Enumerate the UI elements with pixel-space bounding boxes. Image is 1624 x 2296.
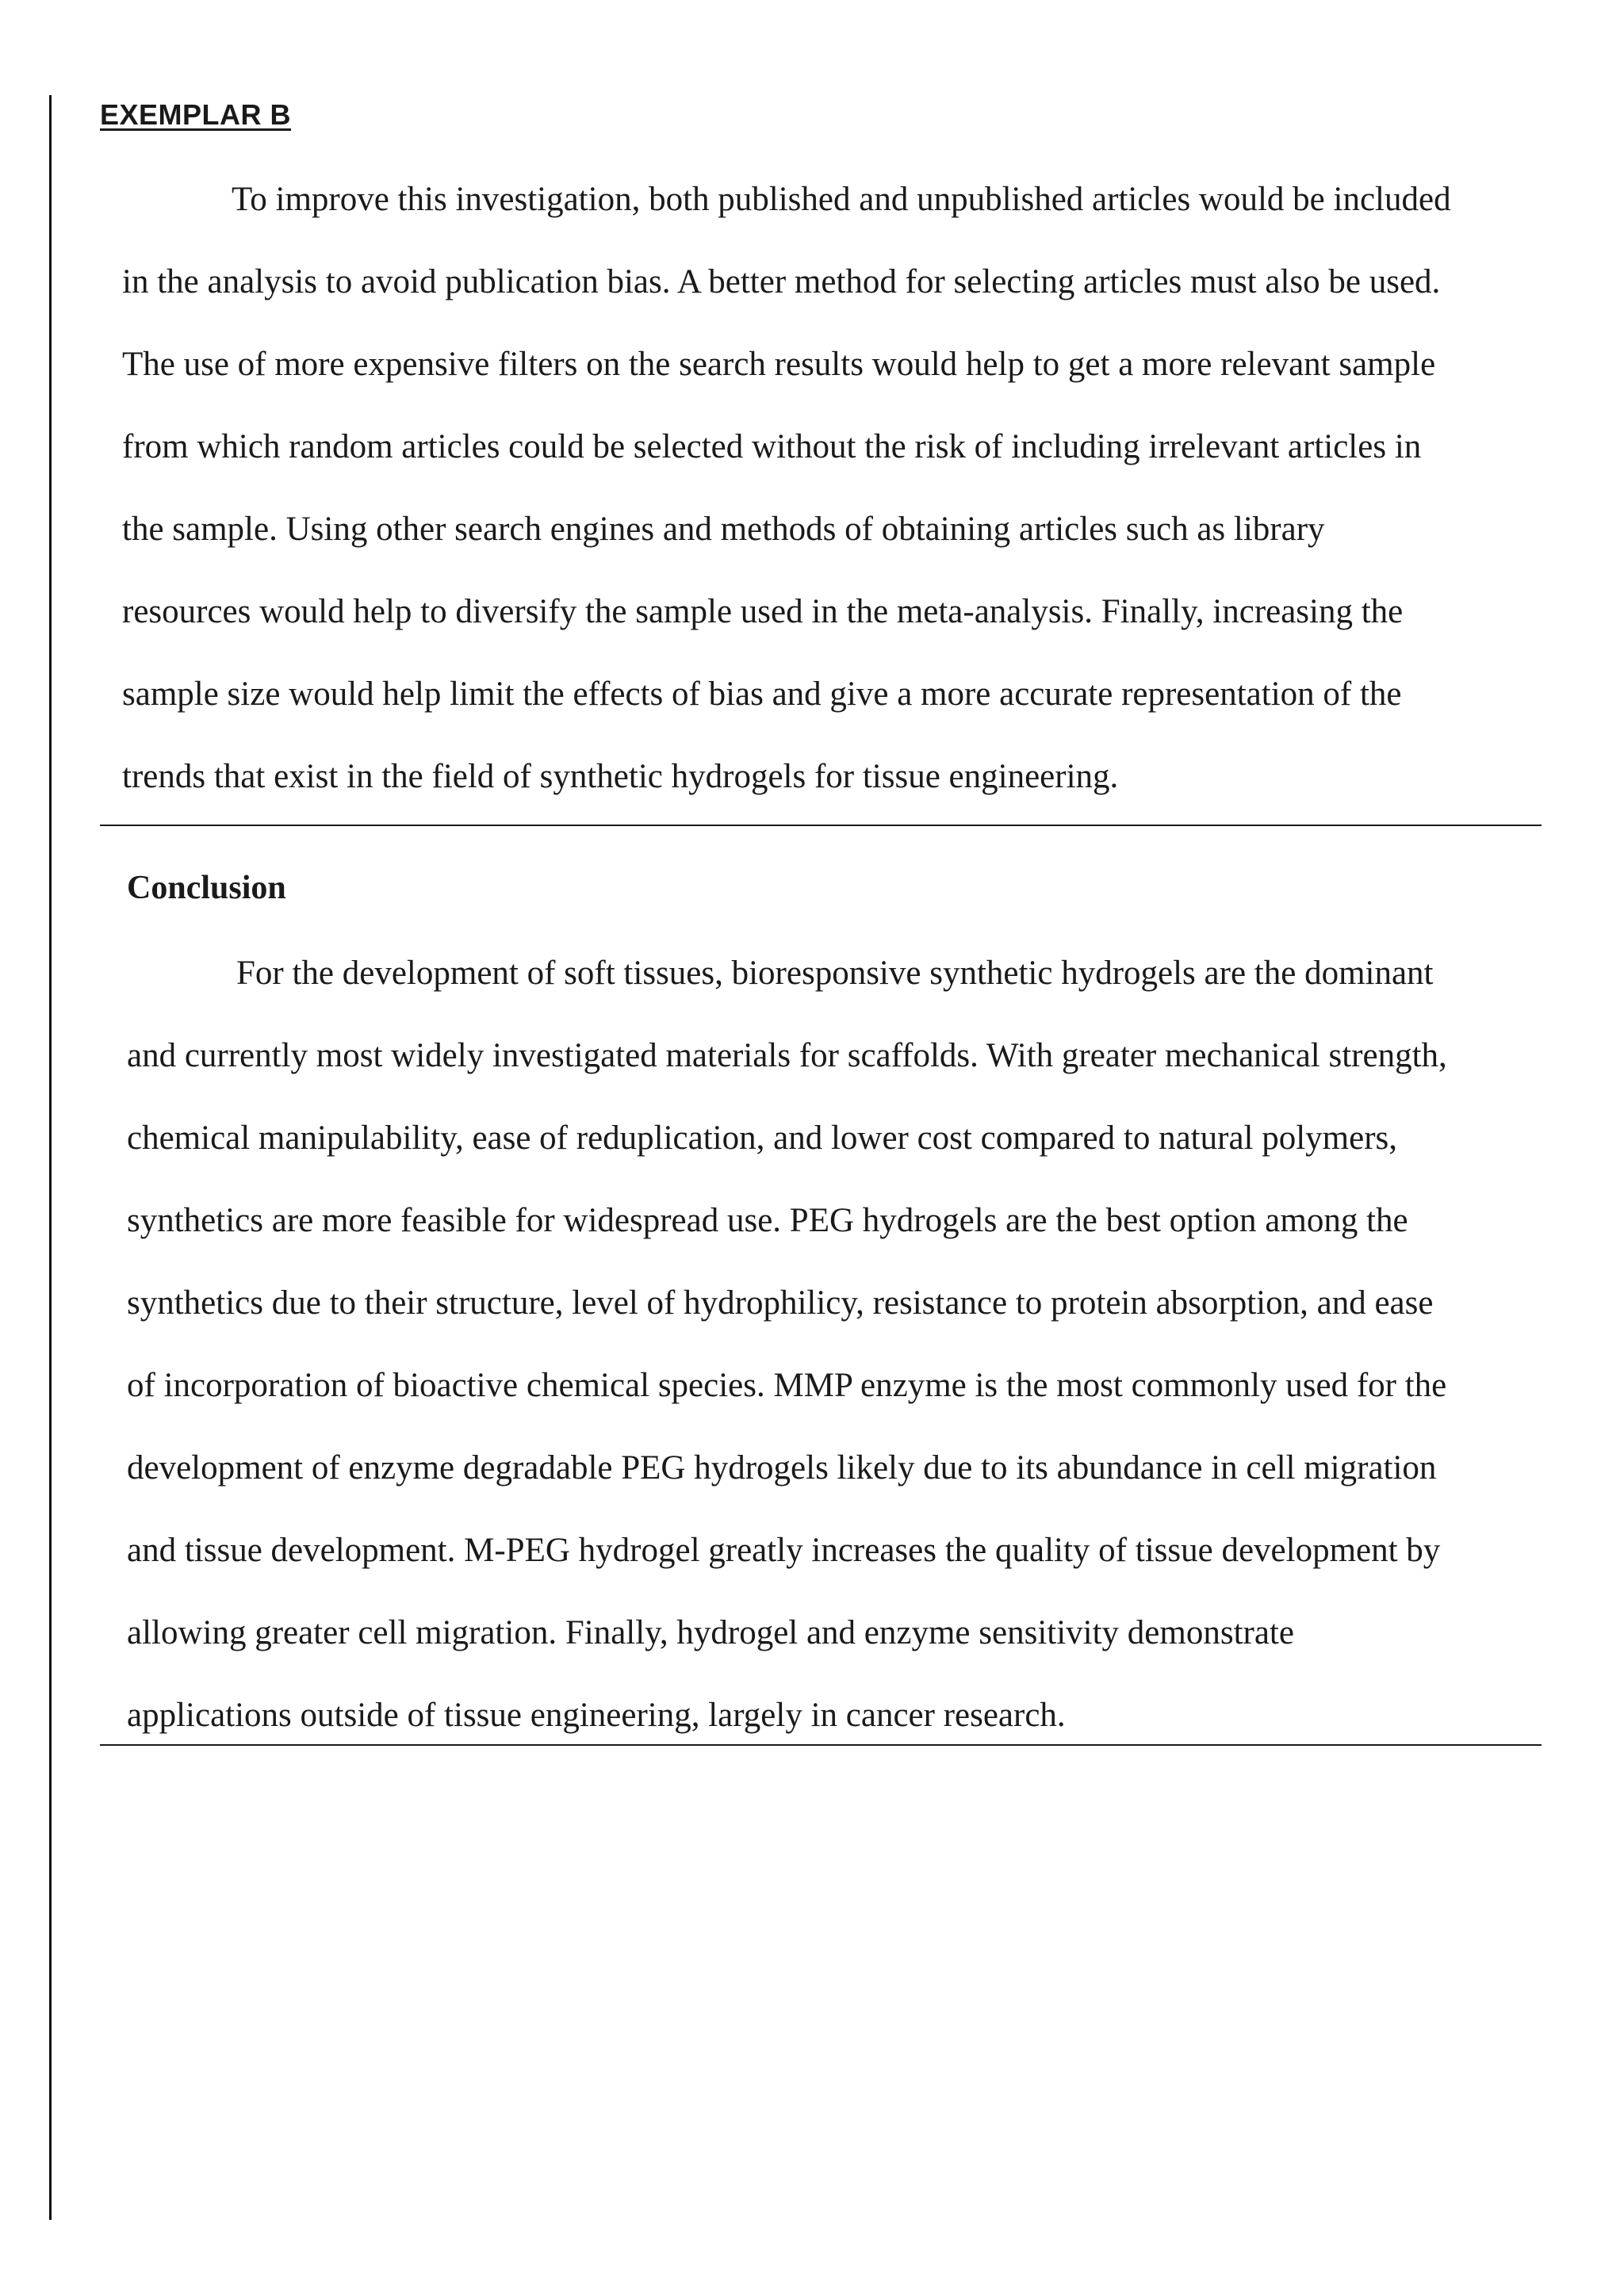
paragraph-line: For the development of soft tissues, bioresponsive synthetic hydrogels are the dominant <box>236 955 1434 992</box>
paragraph-line: from which random articles could be selected without the risk of including irrelevant articles in <box>122 428 1422 465</box>
discussion-paragraph <box>122 159 1451 818</box>
exemplar-label: EXEMPLAR B <box>100 98 292 131</box>
conclusion-paragraph <box>127 932 1447 1757</box>
paragraph-line: applications outside of tissue engineering, largely in cancer research. <box>127 1697 1066 1734</box>
paragraph-line: To improve this investigation, both published and unpublished articles would be included <box>232 181 1451 218</box>
paragraph-line: and currently most widely investigated materials for scaffolds. With greater mechanical strength, <box>127 1037 1447 1074</box>
paragraph-line: in the analysis to avoid publication bias. A better method for selecting articles must also be used. <box>122 263 1441 300</box>
paragraph-line: resources would help to diversify the sample used in the meta-analysis. Finally, increasing the <box>122 593 1404 630</box>
margin-rule <box>49 95 52 2220</box>
paragraph-line: development of enzyme degradable PEG hydrogels likely due to its abundance in cell migration <box>127 1449 1437 1487</box>
paragraph-line: synthetics due to their structure, level of hydrophilicy, resistance to protein absorption, and ease <box>127 1284 1434 1322</box>
section-divider <box>100 825 1542 826</box>
paragraph-line: chemical manipulability, ease of reduplication, and lower cost compared to natural polymers, <box>127 1119 1398 1157</box>
paragraph-line: and tissue development. M-PEG hydrogel greatly increases the quality of tissue development by <box>127 1532 1441 1569</box>
paragraph-line: of incorporation of bioactive chemical species. MMP enzyme is the most commonly used for the <box>127 1367 1447 1404</box>
paragraph-line: trends that exist in the field of synthetic hydrogels for tissue engineering. <box>122 758 1119 795</box>
paragraph-line: the sample. Using other search engines and methods of obtaining articles such as library <box>122 511 1325 548</box>
paragraph-line: sample size would help limit the effects of bias and give a more accurate representation of the <box>122 675 1402 713</box>
paragraph-line: allowing greater cell migration. Finally, hydrogel and enzyme sensitivity demonstrate <box>127 1614 1294 1651</box>
section-divider <box>100 1744 1542 1746</box>
paragraph-line: The use of more expensive filters on the search results would help to get a more relevant sample <box>122 346 1436 383</box>
conclusion-heading: Conclusion <box>127 870 286 906</box>
paragraph-line: synthetics are more feasible for widespread use. PEG hydrogels are the best option among the <box>127 1202 1408 1239</box>
